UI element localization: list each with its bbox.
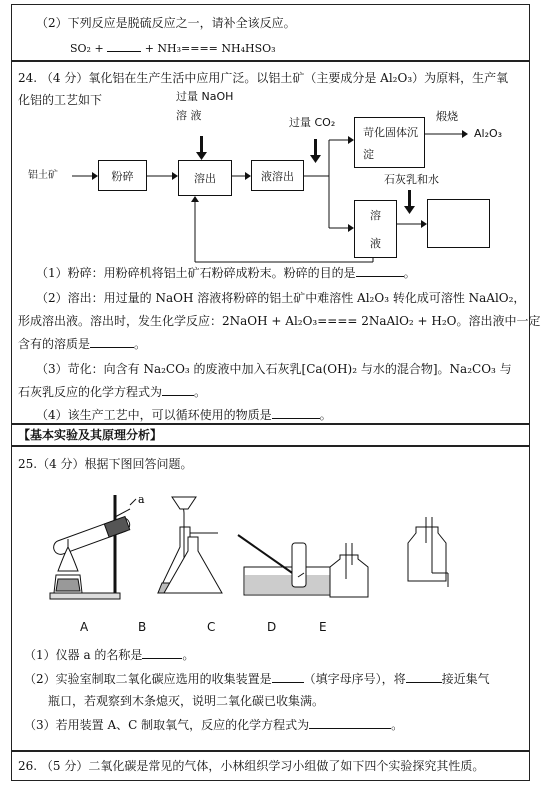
q24-part1: （1）粉碎：用粉碎机将铝土矿石粉碎成粉末。粉碎的目的是 。 — [36, 266, 416, 280]
solution-box: 液溶出 — [251, 160, 304, 191]
q24-part4-text: （4）该生产工艺中，可以循环使用的物质是 — [36, 408, 272, 422]
naoh-label-2: 溶 液 — [176, 109, 202, 122]
q25-part2-line2: 瓶口，若观察到木条熄灭，说明二氧化碳已收集满。 — [48, 694, 325, 708]
label-b: B — [138, 620, 147, 634]
q25-part1: （1）仪器 a 的名称是 。 — [24, 648, 195, 662]
apparatus-e — [330, 543, 368, 597]
apparatus-a-pointer-label: a — [138, 493, 145, 506]
question-24-box — [11, 61, 541, 424]
precipitate-box — [354, 117, 425, 168]
section-heading-box — [11, 424, 530, 446]
apparatus-gas-bottle-right — [408, 517, 448, 587]
question-26-box — [11, 751, 530, 781]
liquid-line2: 液 — [370, 237, 381, 250]
q24-part3-blank[interactable] — [162, 384, 194, 396]
question-prev-box — [11, 4, 530, 61]
q25-part1-text: （1）仪器 a 的名称是 — [24, 648, 143, 662]
co2-label: 过量 CO₂ — [289, 116, 336, 129]
q25-part3-blank[interactable] — [309, 717, 391, 729]
calcine-label: 煅烧 — [436, 110, 458, 123]
q24-part2-line2: 形成溶出液。溶出时，发生化学反应：2NaOH + Al₂O₃==== 2NaAlO₂ + H₂O。溶出液中一定 — [18, 314, 541, 328]
q25-part2-text-a: （2）实验室制取二氧化碳应选用的收集装置是 — [24, 672, 272, 686]
q25-part1-blank[interactable] — [142, 647, 182, 659]
question-25-box — [11, 446, 530, 751]
q25-part2-text-c: 接近集气 — [441, 672, 490, 686]
blank-product-box[interactable] — [427, 199, 490, 248]
label-a: A — [80, 620, 89, 634]
q24-stem-line2: 化铝的工艺如下 — [18, 93, 103, 107]
naoh-label-1: 过量 NaOH — [176, 90, 234, 103]
eq-mid: + NH₃==== NH₄HSO₃ — [144, 42, 276, 55]
q26-stem: 26. （5 分）二氧化碳是常见的气体，小林组织学习小组做了如下四个实验探究其性质。 — [18, 759, 485, 773]
lab-apparatus-figure — [12, 447, 531, 627]
q25-part3: （3）若用装置 A、C 制取氧气，反应的化学方程式为 。 — [24, 718, 404, 732]
eq-left: SO₂ + — [70, 42, 104, 55]
q25-part3-text: （3）若用装置 A、C 制取氧气，反应的化学方程式为 — [24, 718, 310, 732]
label-e: E — [319, 620, 327, 634]
raw-material-label: 铝土矿 — [28, 170, 58, 181]
q24-part2-line1: （2）溶出：用过量的 NaOH 溶液将粉碎的铝土矿中难溶性 Al₂O₃ 转化成可溶性 NaAlO₂， — [36, 291, 526, 305]
limewater-label: 石灰乳和水 — [384, 173, 439, 186]
q24-part2-line3-text: 含有的溶质是 — [18, 337, 91, 351]
prev-equation — [70, 40, 276, 57]
q24-part4-blank[interactable] — [272, 407, 320, 419]
label-c: C — [207, 620, 216, 634]
q25-part2-blank1[interactable] — [272, 671, 304, 683]
q24-stem-line1: 24. （4 分）氧化铝在生产生活中应用广泛。以铝土矿（主要成分是 Al₂O₃）为原料，生产氧 — [18, 71, 509, 85]
q24-part3-line1: （3）苛化：向含有 Na₂CO₃ 的废液中加入石灰乳[Ca(OH)₂ 与水的混合物]。Na₂CO₃ 与 — [36, 362, 512, 376]
q25-stem: 25.（4 分）根据下图回答问题。 — [18, 457, 193, 471]
q24-part2-line3: 含有的溶质是 。 — [18, 337, 147, 351]
q25-part2-line1 — [24, 671, 490, 687]
apparatus-a — [50, 495, 136, 599]
process-flow-diagram — [12, 62, 531, 282]
q24-part1-blank[interactable] — [356, 265, 404, 277]
exam-page — [11, 4, 541, 784]
q25-part2-text-b: （填字母序号），将 — [303, 672, 406, 686]
q24-part4: （4）该生产工艺中，可以循环使用的物质是 。 — [36, 408, 332, 422]
product-label: Al₂O₃ — [474, 127, 503, 140]
label-d: D — [267, 620, 277, 634]
q25-part2-blank2[interactable] — [406, 671, 442, 683]
dissolve-box: 溶出 — [178, 160, 232, 196]
prev-part2-text: （2）下列反应是脱硫反应之一，请补全该反应。 — [36, 16, 296, 30]
apparatus-d — [238, 535, 332, 595]
q24-part2-blank[interactable] — [90, 336, 134, 348]
precip-line1: 苛化固体沉 — [363, 125, 418, 139]
section-title: 【基本实验及其原理分析】 — [18, 428, 163, 442]
liquid-line1: 溶 — [370, 209, 381, 222]
q24-part3-line2-text: 石灰乳反应的化学方程式为 — [18, 385, 163, 399]
liquid-box — [354, 200, 397, 258]
precip-line2: 淀 — [363, 147, 374, 161]
crush-box: 粉碎 — [98, 160, 147, 191]
q24-part1-text: （1）粉碎：用粉碎机将铝土矿石粉碎成粉末。粉碎的目的是 — [36, 266, 356, 280]
eq-blank[interactable] — [107, 40, 141, 52]
q24-part3-line2: 石灰乳反应的化学方程式为 。 — [18, 385, 207, 399]
